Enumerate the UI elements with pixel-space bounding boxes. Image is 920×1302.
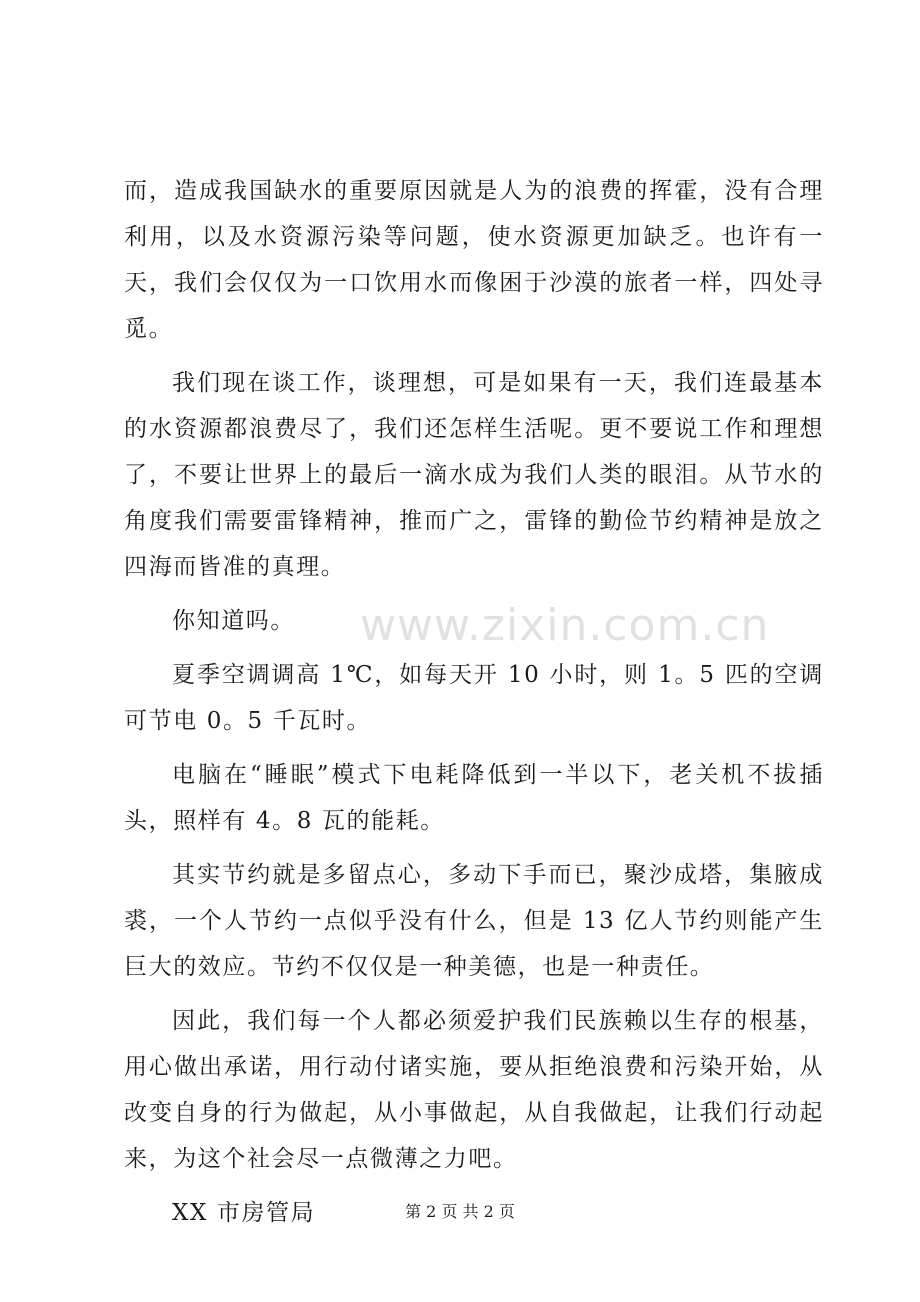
paragraph-air-conditioner: 夏季空调调高 1℃，如每天开 10 小时，则 1。5 匹的空调可节电 0。5 千瓦时。 xyxy=(124,662,824,734)
page-footer: 第 2 页 共 2 页 xyxy=(405,1202,515,1221)
document-body xyxy=(124,168,824,1236)
paragraph-saving-responsibility: 其实节约就是多留点心，多动下手而已，聚沙成塔，集腋成裘，一个人节约一点似乎没有什么，但是 13 亿人节约则能产生巨大的效应。节约不仅仅是一种美德，也是一种责任。 xyxy=(124,862,824,980)
paragraph-conclusion: 因此，我们每一个人都必须爱护我们民族赖以生存的根基，用心做出承诺，用行动付诸实施，要从拒绝浪费和污染开始，从改变自身的行为做起，从小事做起，从自我做起，让我们行动起来，为这个社会尽一点微薄之力吧。 xyxy=(124,1008,824,1172)
watermark: www.zixin.com.cn xyxy=(360,600,770,651)
paragraph-continuation: 而，造成我国缺水的重要原因就是人为的浪费的挥霍，没有合理利用，以及水资源污染等问题，使水资源更加缺乏。也许有一天，我们会仅仅为一口饮用水而像困于沙漠的旅者一样，四处寻觅。 xyxy=(124,178,824,342)
paragraph-computer-sleep: 电脑在“睡眠”模式下电耗降低到一半以下，老关机不拔插头，照样有 4。8 瓦的能耗。 xyxy=(124,762,824,834)
signature-organization: XX 市房管局 xyxy=(172,1200,316,1226)
paragraph-did-you-know: 你知道吗。 xyxy=(172,608,295,634)
paragraph-work-ideals: 我们现在谈工作，谈理想，可是如果有一天，我们连最基本的水资源都浪费尽了，我们还怎样生活呢。更不要说工作和理想了，不要让世界上的最后一滴水成为我们人类的眼泪。从节水的角度我们需要雷锋精神，推而广之，雷锋的勤俭节约精神是放之四海而皆准的真理。 xyxy=(124,370,824,580)
